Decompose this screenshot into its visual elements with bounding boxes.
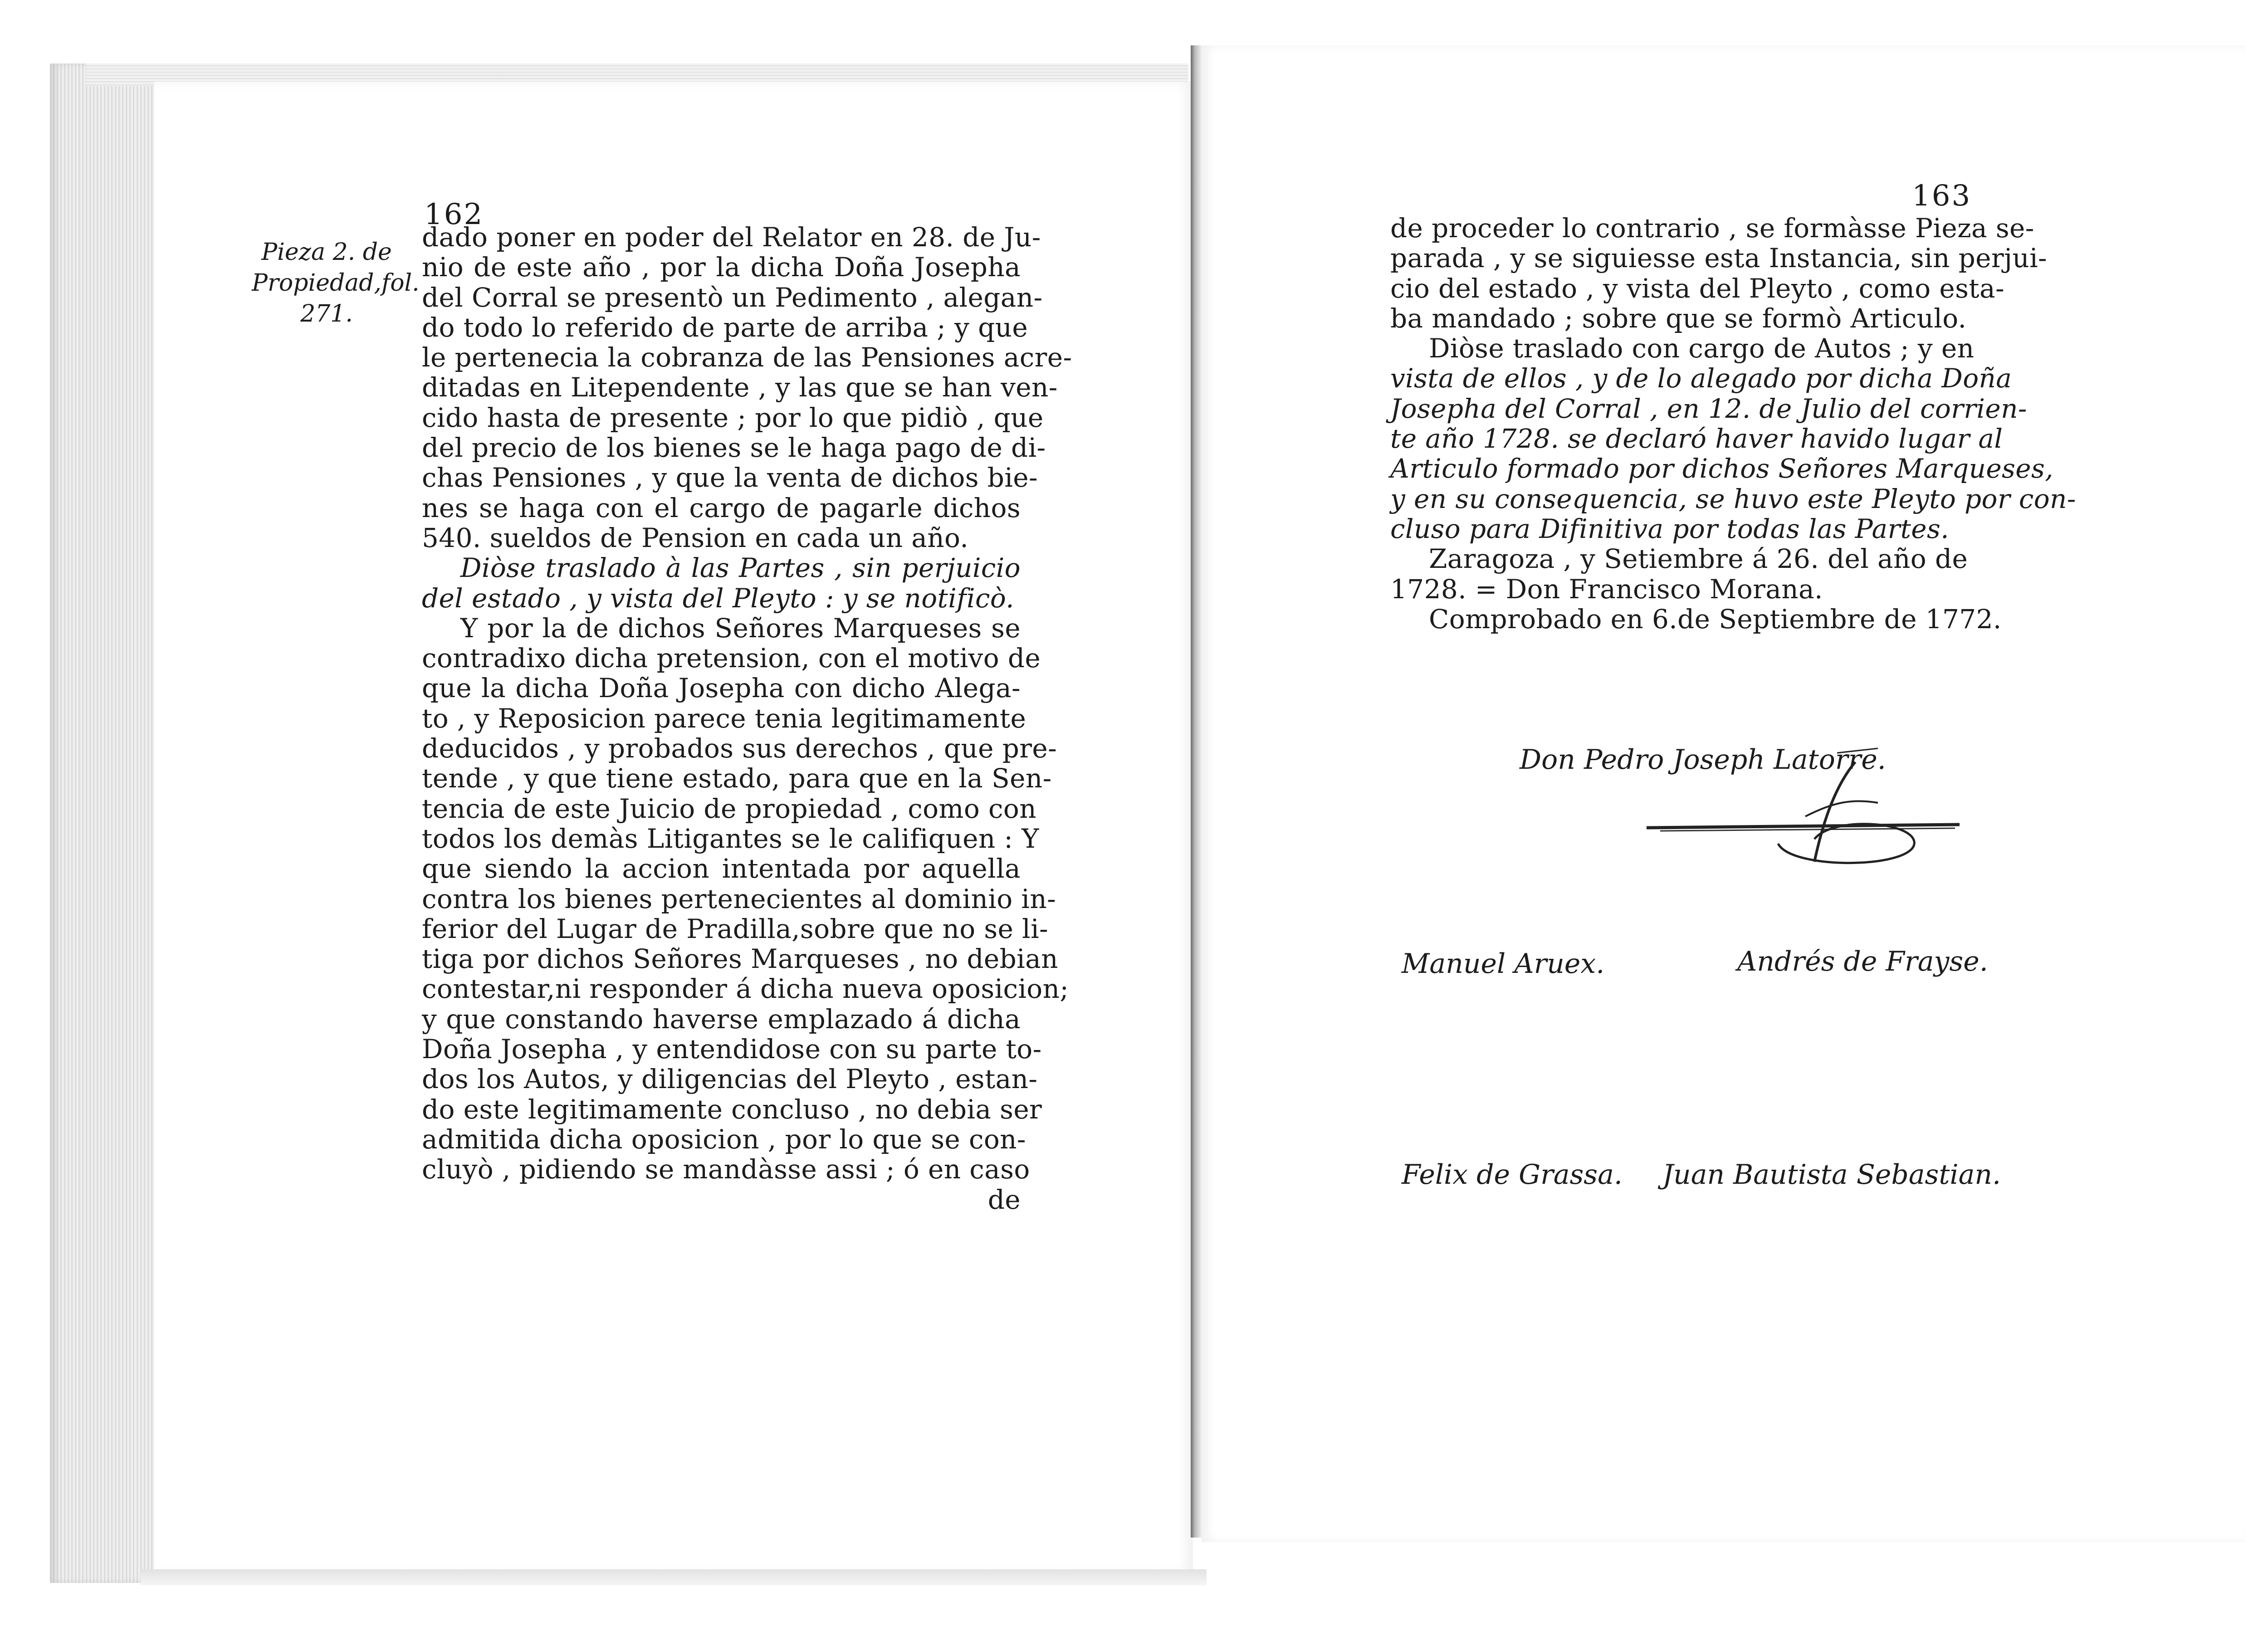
text-line: te año 1728. se declaró haver havido lugar al	[1390, 423, 2003, 454]
text-line: contestar,ni responder á dicha nueva oposicion;	[422, 973, 1069, 1005]
text-line: del Corral se presentò un Pedimento , alegan-	[422, 282, 1043, 313]
text-line: le pertenecia la cobranza de las Pensiones acre-	[422, 342, 1072, 373]
margin-note	[252, 237, 420, 329]
text-line: nes se haga con el cargo de pagarle dichos	[422, 492, 1021, 523]
text-line: Y por la de dichos Señores Marqueses se	[460, 612, 1021, 644]
text-line: contra los bienes pertenecientes al dominio in-	[422, 883, 1056, 914]
text-line: ferior del Lugar de Pradilla,sobre que no se li-	[422, 913, 1049, 944]
text-line: tencia de este Juicio de propiedad , como con	[422, 793, 1036, 824]
text-line: cluyò , pidiendo se mandàsse assi ; ó en caso	[422, 1154, 1030, 1185]
text-line: Diòse traslado à las Partes , sin perjuicio	[460, 552, 1021, 584]
text-line: dado poner en poder del Relator en 28. de Ju-	[422, 222, 1041, 253]
text-line: Josepha del Corral , en 12. de Julio del corrien-	[1390, 393, 2027, 424]
text-line: cluso para Difinitiva por todas las Partes.	[1390, 513, 1949, 544]
signatory-andres-de-frayse: Andrés de Frayse.	[1737, 946, 1988, 977]
text-line: parada , y se siguiesse esta Instancia, sin perjui-	[1390, 243, 2048, 274]
text-line: cido hasta de presente ; por lo que pidiò , que	[422, 402, 1044, 433]
text-line: nio de este año , por la dicha Doña Josepha	[422, 252, 1021, 283]
text-line: 540. sueldos de Pension en cada un año.	[422, 522, 969, 553]
text-line: tiga por dichos Señores Marqueses , no debian	[422, 943, 1058, 975]
text-line: del precio de los bienes se le haga pago de di-	[422, 432, 1046, 464]
margin-note-line: Propiedad,fol.	[252, 269, 420, 297]
text-line: Diòse traslado con cargo de Autos ; y en	[1429, 333, 1975, 364]
text-line: que la dicha Doña Josepha con dicho Alega-	[422, 673, 1021, 704]
text-line: del estado , y vista del Pleyto : y se notificò.	[422, 582, 1015, 614]
page-bottom-edges	[141, 1569, 1207, 1585]
text-line: todos los demàs Litigantes se le califiquen : Y	[422, 823, 1039, 854]
text-line: que siendo la accion intentada por aquella	[422, 853, 1021, 884]
book-gutter	[1191, 45, 1202, 1538]
right-page-number: 163	[1912, 179, 1972, 213]
text-line: dos los Autos, y diligencias del Pleyto , estan-	[422, 1064, 1038, 1095]
signatory-felix-de-grassa: Felix de Grassa.	[1402, 1159, 1623, 1191]
text-line: do todo lo referido de parte de arriba ; y que	[422, 312, 1028, 343]
text-line: deducidos , y probados sus derechos , que pre-	[422, 733, 1057, 764]
margin-note-line: Pieza 2. de	[261, 239, 392, 266]
text-line: 1728. = Don Francisco Morana.	[1390, 573, 1823, 605]
text-line: Doña Josepha , y entendidose con su parte to-	[422, 1034, 1042, 1065]
text-line: cio del estado , y vista del Pleyto , como esta-	[1390, 273, 2004, 304]
text-line: contradixo dicha pretension, con el motivo de	[422, 643, 1041, 674]
text-line: Articulo formado por dichos Señores Marqueses,	[1390, 453, 2053, 484]
text-line: Comprobado en 6.de Septiembre de 1772.	[1429, 603, 2002, 635]
signature-flourish	[1642, 748, 1969, 871]
text-line: to , y Reposicion parece tenia legitimamente	[422, 703, 1026, 734]
margin-note-line: 271.	[300, 300, 353, 327]
text-line: admitida dicha oposicion , por lo que se con-	[422, 1123, 1026, 1155]
signatory-juan-bautista-sebastian: Juan Bautista Sebastian.	[1662, 1159, 2001, 1191]
text-line: y en su consequencia, se huvo este Pleyto por con-	[1390, 483, 2076, 514]
text-line: ba mandado ; sobre que se formò Articulo.	[1390, 303, 1967, 334]
catchword: de	[987, 1184, 1021, 1215]
text-line: ditadas en Litependente , y las que se han ven-	[422, 372, 1058, 403]
text-line: y que constando haverse emplazado á dicha	[422, 1003, 1021, 1035]
text-line: de proceder lo contrario , se formàsse Pieza se-	[1390, 213, 2034, 244]
text-line: tende , y que tiene estado, para que en la Sen-	[422, 763, 1052, 794]
left-page-number: 162	[424, 198, 484, 231]
page-edges-stack	[50, 63, 165, 1583]
text-line: chas Pensiones , y que la venta de dichos bie-	[422, 462, 1038, 493]
certifier-name: Don Pedro Joseph Latorre.	[1520, 744, 1886, 776]
signatory-manuel-aruex: Manuel Aruex.	[1402, 948, 1605, 980]
text-line: vista de ellos , y de lo alegado por dicha Doña	[1390, 363, 2012, 394]
left-text-column	[422, 222, 1072, 1215]
text-line: do este legitimamente concluso , no debia ser	[422, 1094, 1042, 1125]
right-text-column	[1390, 213, 2076, 635]
text-line: Zaragoza , y Setiembre á 26. del año de	[1429, 543, 1968, 575]
